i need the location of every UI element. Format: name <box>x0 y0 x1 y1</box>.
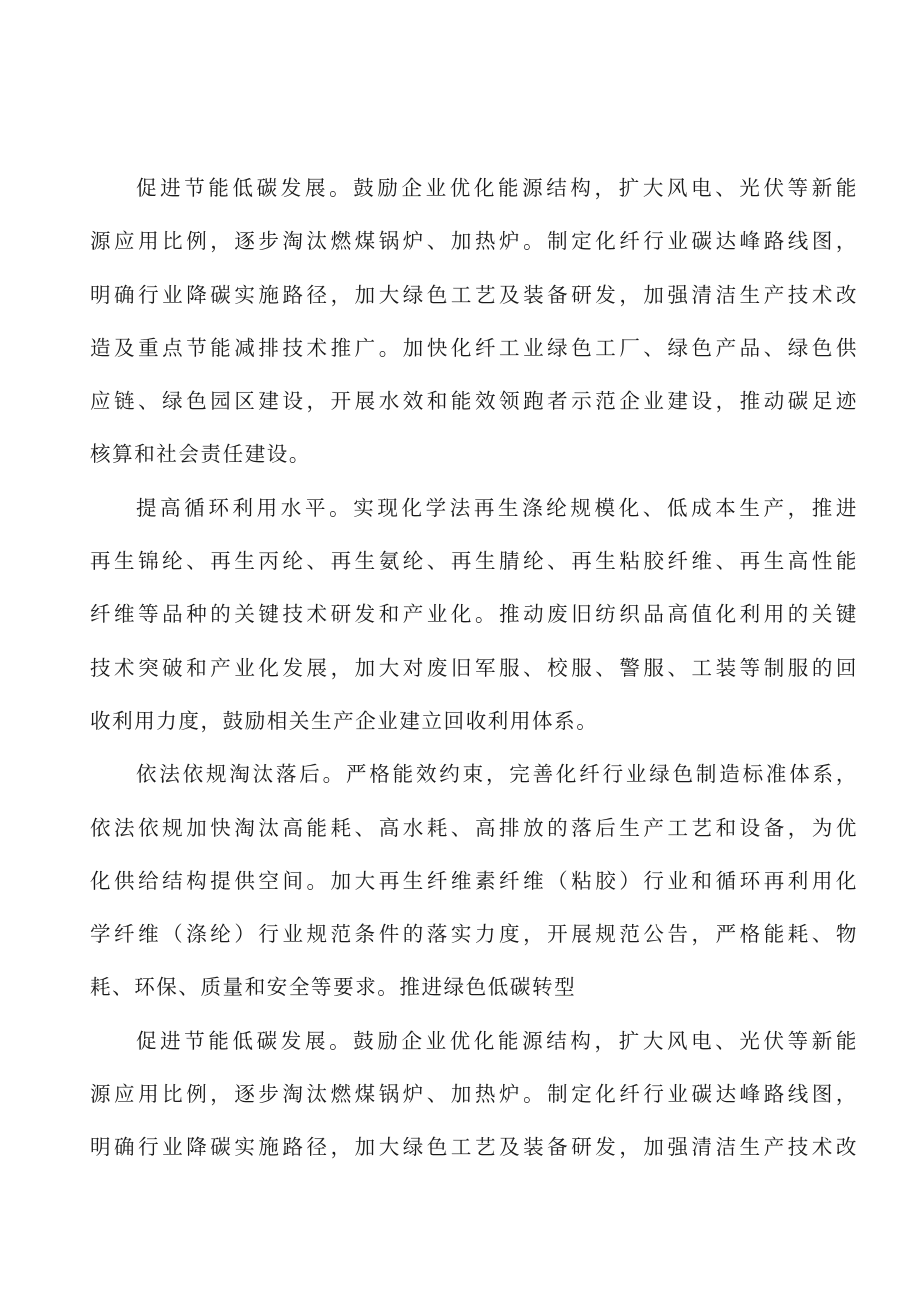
document-body <box>90 162 858 1175</box>
text-line: 依法依规加快淘汰高能耗、高水耗、高排放的落后生产工艺和设备，为优 <box>90 815 858 840</box>
text-line: 明确行业降碳实施路径，加大绿色工艺及装备研发，加强清洁生产技术改 <box>90 1135 858 1160</box>
text-line: 耗、环保、质量和安全等要求。推进绿色低碳转型 <box>90 975 577 1000</box>
text-line: 纤维等品种的关键技术研发和产业化。推动废旧纺织品高值化利用的关键 <box>90 602 858 627</box>
paragraph-energy-saving-repeat <box>90 1015 858 1175</box>
paragraph-eliminate-backward <box>90 748 858 1014</box>
text-line: 提高循环利用水平。实现化学法再生涤纶规模化、低成本生产，推进 <box>136 495 858 520</box>
text-line: 源应用比例，逐步淘汰燃煤锅炉、加热炉。制定化纤行业碳达峰路线图， <box>90 229 858 254</box>
text-line: 技术突破和产业化发展，加大对废旧军服、校服、警服、工装等制服的回 <box>90 655 858 680</box>
text-line: 收利用力度，鼓励相关生产企业建立回收利用体系。 <box>90 708 599 733</box>
text-line: 化供给结构提供空间。加大再生纤维素纤维（粘胶）行业和循环再利用化 <box>90 868 858 893</box>
text-line: 依法依规淘汰落后。严格能效约束，完善化纤行业绿色制造标准体系， <box>136 762 858 787</box>
text-line: 造及重点节能减排技术推广。加快化纤工业绿色工厂、绿色产品、绿色供 <box>90 335 858 360</box>
text-line: 再生锦纶、再生丙纶、再生氨纶、再生腈纶、再生粘胶纤维、再生高性能 <box>90 549 858 574</box>
paragraph-recycling <box>90 482 858 748</box>
text-line: 应链、绿色园区建设，开展水效和能效领跑者示范企业建设，推动碳足迹 <box>90 389 858 414</box>
text-line: 促进节能低碳发展。鼓励企业优化能源结构，扩大风电、光伏等新能 <box>136 1028 858 1053</box>
text-line: 明确行业降碳实施路径，加大绿色工艺及装备研发，加强清洁生产技术改 <box>90 282 858 307</box>
text-line: 学纤维（涤纶）行业规范条件的落实力度，开展规范公告，严格能耗、物 <box>90 922 858 947</box>
paragraph-energy-saving <box>90 162 858 482</box>
text-line: 核算和社会责任建设。 <box>90 442 311 467</box>
text-line: 源应用比例，逐步淘汰燃煤锅炉、加热炉。制定化纤行业碳达峰路线图， <box>90 1082 858 1107</box>
text-line: 促进节能低碳发展。鼓励企业优化能源结构，扩大风电、光伏等新能 <box>136 176 858 200</box>
